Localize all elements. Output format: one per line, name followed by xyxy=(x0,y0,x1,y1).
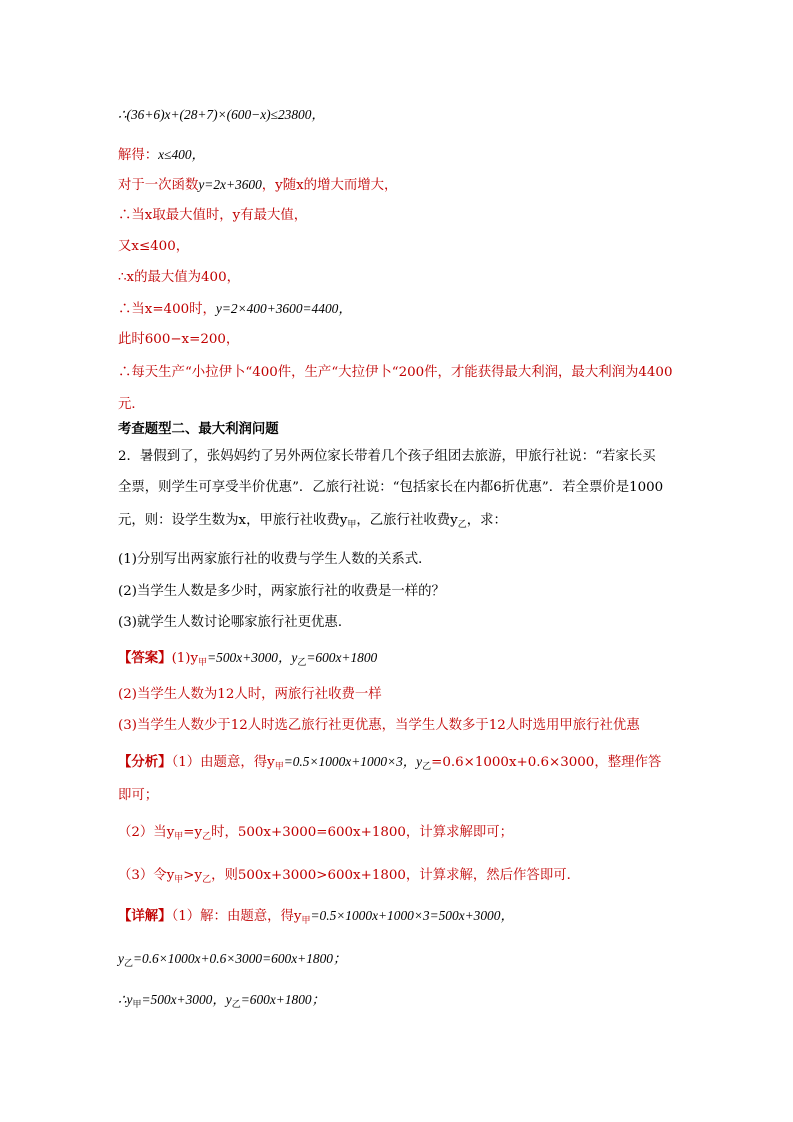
solution-line-4 xyxy=(118,207,307,225)
formula: =0.6×1000x+0.6×3000=600x+1800； xyxy=(132,951,347,966)
text-span: ∴每天生产“小拉伊卜“400件，生产“大拉伊卜“200件，才能获得最大利润，最大利润为4400 xyxy=(118,365,673,380)
solution-line-3 xyxy=(118,176,397,195)
analysis-line-1 xyxy=(118,753,661,776)
text-span: 又x≤400， xyxy=(118,239,190,254)
formula: =600x+1800 xyxy=(306,650,378,665)
solution-line-1 xyxy=(118,106,325,125)
question-2: (2)当学生人数是多少时，两家旅行社的收费是一样的？ xyxy=(118,584,445,599)
subscript: 乙 xyxy=(202,875,212,885)
solve-result: x≤400， xyxy=(158,147,205,162)
text-span: ∴当x取最大值时，y有最大值， xyxy=(118,208,308,223)
answer-line-2: (2)当学生人数为12人时，两旅行社收费一样 xyxy=(118,687,382,702)
formula: =500x+3000，y xyxy=(141,992,232,1007)
detail-line-1 xyxy=(118,907,514,930)
text-span: >y xyxy=(183,868,203,883)
subscript: 甲 xyxy=(198,658,208,668)
function-expression: y=2x+3600 xyxy=(198,177,262,192)
subscript: 甲 xyxy=(174,832,184,842)
subscript: 乙 xyxy=(123,959,133,969)
analysis-line-2: 即可； xyxy=(118,788,159,803)
solution-line-7 xyxy=(118,300,352,319)
answer-line-1 xyxy=(118,649,377,672)
text-span: ，乙旅行社收费y xyxy=(356,513,458,528)
text-span: ∴x的最大值为400， xyxy=(118,270,240,285)
text-span: (1)y xyxy=(171,651,199,666)
formula: y xyxy=(118,951,124,966)
formula: =600x+1800； xyxy=(240,992,325,1007)
subscript: 乙 xyxy=(422,762,432,772)
solve-label: 解得： xyxy=(118,148,159,163)
text-span: 元． xyxy=(118,397,145,412)
subscript: 甲 xyxy=(174,875,184,885)
text-span: （1）解：由题意，得y xyxy=(171,909,302,924)
calculation: y=2×400+3600=4400， xyxy=(215,301,352,316)
solution-line-9 xyxy=(118,364,672,382)
text-span: =0.6×1000x+0.6×3000，整理作答 xyxy=(431,755,662,770)
solution-line-8 xyxy=(118,331,239,349)
text-span: =y xyxy=(183,825,203,840)
analysis-line-3 xyxy=(118,824,513,846)
text-span: （1）由题意，得y xyxy=(171,755,275,770)
text-span: ，y随x的增大而增大， xyxy=(261,178,398,193)
subscript: 甲 xyxy=(301,916,311,926)
formula: ∴y xyxy=(118,992,133,1007)
detail-line-3 xyxy=(118,991,325,1014)
solution-line-10 xyxy=(118,396,145,414)
question-1: (1)分别写出两家旅行社的收费与学生人数的关系式． xyxy=(118,552,432,567)
section-title: 考查题型二、最大利润问题 xyxy=(118,422,279,437)
analysis-line-4 xyxy=(118,867,580,889)
detail-tag: 【详解】 xyxy=(118,908,172,924)
text-span: （3）令y xyxy=(118,868,175,883)
solution-line-5 xyxy=(118,238,189,256)
analysis-tag: 【分析】 xyxy=(118,754,172,770)
inequality: ∴(36+6)x+(28+7)×(600−x)≤23800， xyxy=(118,107,325,122)
text-span: ，则500x+3000>600x+1800，计算求解，然后作答即可． xyxy=(211,868,580,883)
subscript: 甲 xyxy=(132,1000,142,1010)
question-3: (3)就学生人数讨论哪家旅行社更优惠． xyxy=(118,615,352,630)
text-span: ∴当x=400时， xyxy=(118,302,216,317)
problem-line-2: 全票，则学生可享受半价优惠”．乙旅行社说：“包括家长在内都6折优惠”．若全票价是1000 xyxy=(118,480,664,495)
text-span: 此时600−x=200， xyxy=(118,332,240,347)
formula: =500x+3000，y xyxy=(207,650,298,665)
detail-line-2 xyxy=(118,950,346,973)
subscript: 甲 xyxy=(274,762,284,772)
subscript: 乙 xyxy=(297,658,307,668)
subscript: 乙 xyxy=(202,832,212,842)
text-span: （2）当y xyxy=(118,825,175,840)
formula: =0.5×1000x+1000×3，y xyxy=(283,754,423,769)
subscript: 甲 xyxy=(347,520,357,530)
text-span: ，求： xyxy=(466,513,507,528)
text-span: 元，则：设学生数为x，甲旅行社收费y xyxy=(118,513,348,528)
problem-line-1: 2．暑假到了，张妈妈约了另外两位家长带着几个孩子组团去旅游，甲旅行社说：“若家长买 xyxy=(118,449,656,464)
solution-line-2 xyxy=(118,146,205,165)
formula: =0.5×1000x+1000×3=500x+3000， xyxy=(310,908,514,923)
subscript: 乙 xyxy=(231,1000,241,1010)
subscript: 乙 xyxy=(457,520,467,530)
answer-line-3: (3)当学生人数少于12人时选乙旅行社更优惠，当学生人数多于12人时选用甲旅行社优惠 xyxy=(118,718,640,733)
solution-line-6 xyxy=(118,269,240,287)
text-span: 对于一次函数 xyxy=(118,178,199,193)
text-span: 时，500x+3000=600x+1800，计算求解即可； xyxy=(211,825,514,840)
problem-line-3 xyxy=(118,512,507,534)
answer-tag: 【答案】 xyxy=(118,650,172,666)
